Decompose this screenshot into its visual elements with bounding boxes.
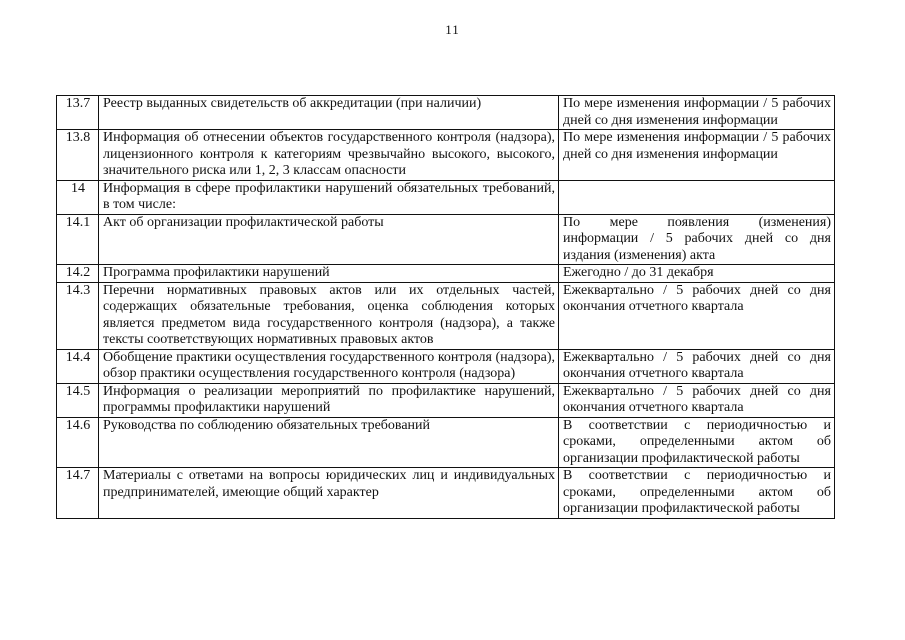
row-term-cell: Ежеквартально / 5 рабочих дней со дня окончания отчетного квартала [559, 349, 835, 383]
information-table [56, 95, 835, 519]
row-name-cell: Перечни нормативных правовых актов или их отдельных частей, содержащих обязательные требования, оценка соблюдения которых является предметом вида государственного контроля (надзора), а также тексты соответствующих нормативных правовых актов [99, 282, 559, 349]
table-row [57, 417, 835, 468]
table-row [57, 468, 835, 519]
table-row [57, 383, 835, 417]
row-term-cell: В соответствии с периодичностью и сроками, определенными актом об организации профилактической работы [559, 468, 835, 519]
table-row [57, 265, 835, 283]
row-term-cell [559, 180, 835, 214]
row-number-cell: 14.2 [57, 265, 99, 283]
page-number: 11 [445, 22, 460, 37]
row-name-cell: Акт об организации профилактической работы [99, 214, 559, 265]
row-name-cell: Информация об отнесении объектов государственного контроля (надзора), лицензионного контроля к категориям чрезвычайно высокого, высокого, значительного риска или 1, 2, 3 классам опасности [99, 130, 559, 181]
row-term-cell: По мере изменения информации / 5 рабочих дней со дня изменения информации [559, 130, 835, 181]
row-term-cell: По мере изменения информации / 5 рабочих дней со дня изменения информации [559, 96, 835, 130]
row-term-cell: Ежеквартально / 5 рабочих дней со дня окончания отчетного квартала [559, 282, 835, 349]
row-name-cell: Руководства по соблюдению обязательных требований [99, 417, 559, 468]
row-number-cell: 13.7 [57, 96, 99, 130]
row-name-cell: Материалы с ответами на вопросы юридических лиц и индивидуальных предпринимателей, имеющие общий характер [99, 468, 559, 519]
row-name-cell: Реестр выданных свидетельств об аккредитации (при наличии) [99, 96, 559, 130]
row-term-cell: Ежегодно / до 31 декабря [559, 265, 835, 283]
row-term-cell: Ежеквартально / 5 рабочих дней со дня окончания отчетного квартала [559, 383, 835, 417]
row-term-cell: По мере появления (изменения) информации / 5 рабочих дней со дня издания (изменения) акта [559, 214, 835, 265]
row-name-cell: Информация о реализации мероприятий по профилактике нарушений, программы профилактики нарушений [99, 383, 559, 417]
row-number-cell: 14.3 [57, 282, 99, 349]
table-row [57, 214, 835, 265]
row-name-cell: Информация в сфере профилактики нарушений обязательных требований, в том числе: [99, 180, 559, 214]
table-row [57, 96, 835, 130]
row-term-cell: В соответствии с периодичностью и сроками, определенными актом об организации профилактической работы [559, 417, 835, 468]
row-number-cell: 14.5 [57, 383, 99, 417]
row-number-cell: 14.7 [57, 468, 99, 519]
table-row [57, 130, 835, 181]
row-name-cell: Обобщение практики осуществления государственного контроля (надзора), обзор практики осуществления государственного контроля (надзора) [99, 349, 559, 383]
table-row [57, 349, 835, 383]
row-number-cell: 13.8 [57, 130, 99, 181]
table-row [57, 180, 835, 214]
table-row [57, 282, 835, 349]
row-number-cell: 14.6 [57, 417, 99, 468]
row-number-cell: 14.4 [57, 349, 99, 383]
row-number-cell: 14.1 [57, 214, 99, 265]
row-name-cell: Программа профилактики нарушений [99, 265, 559, 283]
row-number-cell: 14 [57, 180, 99, 214]
